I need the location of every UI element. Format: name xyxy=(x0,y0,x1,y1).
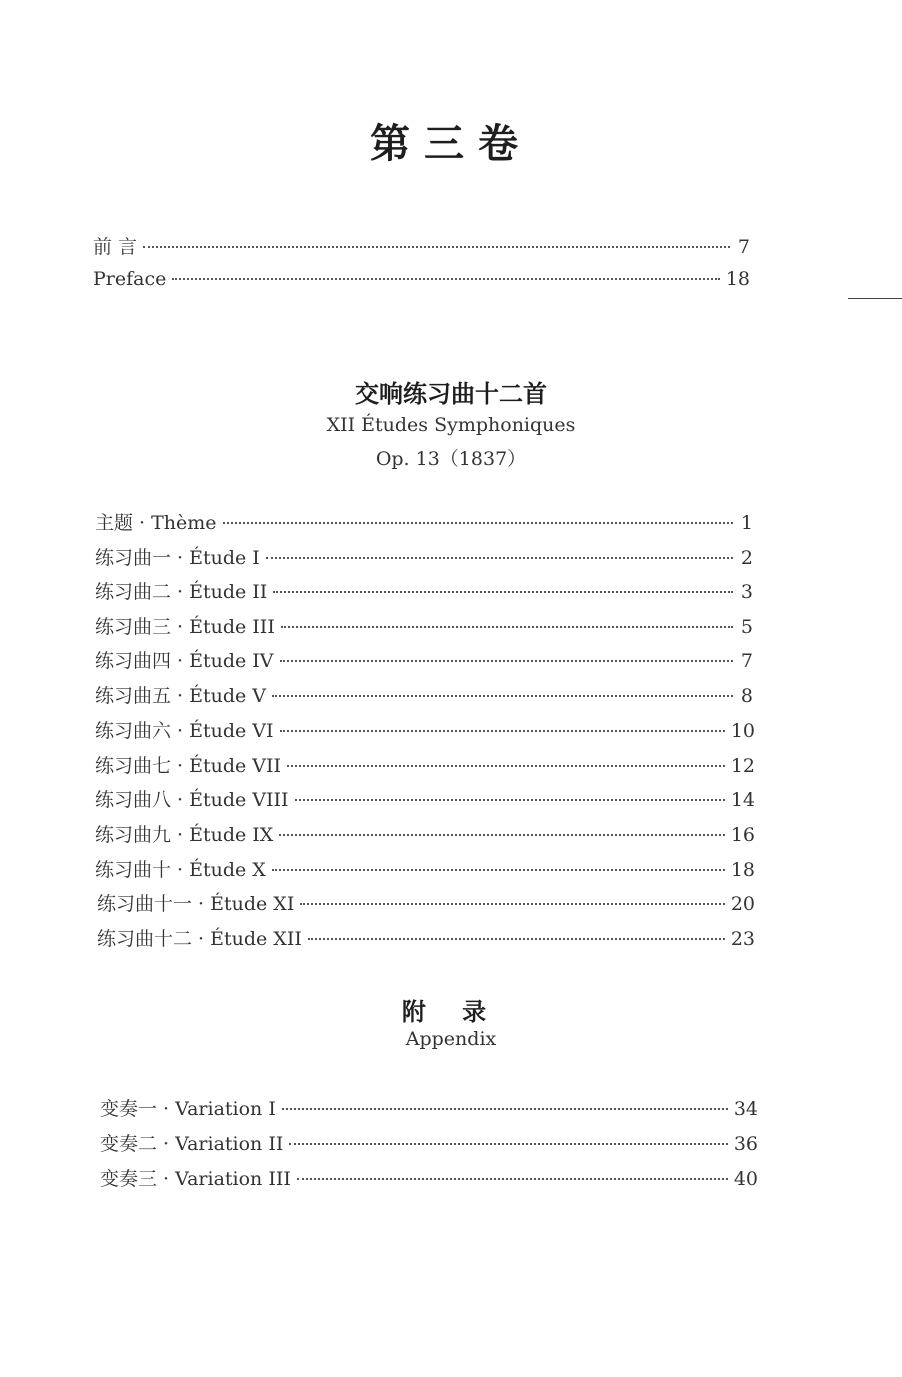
toc-entry[interactable] xyxy=(97,889,755,916)
entry-page-number: 12 xyxy=(730,755,755,777)
dot-leader xyxy=(287,765,725,767)
volume-title: 第三卷 xyxy=(370,121,532,167)
section-title-en: XII Études Symphoniques xyxy=(326,414,576,436)
entry-label: 主题 · Thème xyxy=(95,512,217,534)
toc-entry[interactable] xyxy=(97,924,755,951)
dot-leader xyxy=(172,278,719,280)
entry-label: Preface xyxy=(93,268,167,290)
dot-leader xyxy=(223,522,733,524)
toc-entry[interactable] xyxy=(95,716,755,743)
entry-label: 练习曲一 · Étude I xyxy=(95,547,260,569)
appendix-title-zh: 附 录 xyxy=(401,998,501,1026)
toc-entry[interactable] xyxy=(95,820,755,847)
toc-entry[interactable] xyxy=(100,1129,758,1156)
entry-page-number: 36 xyxy=(733,1133,758,1155)
entry-label: 练习曲十 · Étude X xyxy=(95,859,266,881)
entry-page-number: 18 xyxy=(725,268,750,290)
entry-page-number: 14 xyxy=(730,789,755,811)
entry-label: 变奏一 · Variation I xyxy=(100,1098,276,1120)
entry-page-number: 34 xyxy=(733,1098,758,1120)
entry-label: 练习曲十二 · Étude XII xyxy=(97,928,302,950)
entry-page-number: 16 xyxy=(730,824,755,846)
toc-entry[interactable] xyxy=(95,612,753,639)
toc-entry[interactable] xyxy=(100,1164,758,1191)
toc-entry[interactable] xyxy=(95,646,753,673)
toc-entry[interactable] xyxy=(100,1094,758,1121)
entry-page-number: 7 xyxy=(740,650,753,672)
appendix-title-en: Appendix xyxy=(405,1028,497,1050)
toc-entry[interactable] xyxy=(95,751,755,778)
toc-entry[interactable] xyxy=(95,508,753,535)
entry-page-number: 1 xyxy=(740,512,753,534)
toc-entry-foreword[interactable] xyxy=(93,232,750,259)
entry-label: 练习曲六 · Étude VI xyxy=(95,720,274,742)
dot-leader xyxy=(272,695,733,697)
toc-entry[interactable] xyxy=(95,855,755,882)
entry-page-number: 5 xyxy=(740,616,753,638)
entry-page-number: 40 xyxy=(733,1168,758,1190)
entry-page-number: 23 xyxy=(730,928,755,950)
dot-leader xyxy=(279,834,724,836)
entry-label: 练习曲三 · Étude III xyxy=(95,616,275,638)
toc-entry[interactable] xyxy=(95,577,753,604)
entry-label: 练习曲七 · Étude VII xyxy=(95,755,282,777)
entry-label: 练习曲八 · Étude VIII xyxy=(95,789,289,811)
dot-leader xyxy=(280,660,733,662)
entry-page-number: 10 xyxy=(730,720,755,742)
toc-entry[interactable] xyxy=(95,681,753,708)
entry-label: 练习曲九 · Étude IX xyxy=(95,824,274,846)
entry-label: 前 言 xyxy=(93,236,138,258)
toc-entry[interactable] xyxy=(95,785,755,812)
entry-label: 练习曲四 · Étude IV xyxy=(95,650,274,672)
entry-page-number: 18 xyxy=(730,859,755,881)
toc-entry-preface[interactable] xyxy=(93,268,750,290)
dot-leader xyxy=(297,1178,728,1180)
toc-entry[interactable] xyxy=(95,543,753,570)
dot-leader xyxy=(143,246,730,248)
entry-label: 练习曲十一 · Étude XI xyxy=(97,893,295,915)
entry-page-number: 2 xyxy=(740,547,753,569)
entry-page-number: 7 xyxy=(737,236,750,258)
entry-label: 练习曲二 · Étude II xyxy=(95,581,268,603)
entry-page-number: 8 xyxy=(740,685,753,707)
opus-number: Op. 13（1837） xyxy=(375,448,527,470)
dot-leader xyxy=(280,730,725,732)
dot-leader xyxy=(266,557,733,559)
entry-label: 变奏三 · Variation III xyxy=(100,1168,291,1190)
dot-leader xyxy=(281,626,733,628)
page-edge-mark xyxy=(848,298,902,299)
dot-leader xyxy=(282,1108,728,1110)
entry-label: 变奏二 · Variation II xyxy=(100,1133,284,1155)
dot-leader xyxy=(308,938,725,940)
dot-leader xyxy=(272,869,725,871)
entry-page-number: 3 xyxy=(740,581,753,603)
dot-leader xyxy=(295,799,725,801)
dot-leader xyxy=(300,903,724,905)
dot-leader xyxy=(273,591,733,593)
dot-leader xyxy=(289,1143,727,1145)
entry-label: 练习曲五 · Étude V xyxy=(95,685,267,707)
section-title-zh: 交响练习曲十二首 xyxy=(355,380,547,408)
entry-page-number: 20 xyxy=(730,893,755,915)
